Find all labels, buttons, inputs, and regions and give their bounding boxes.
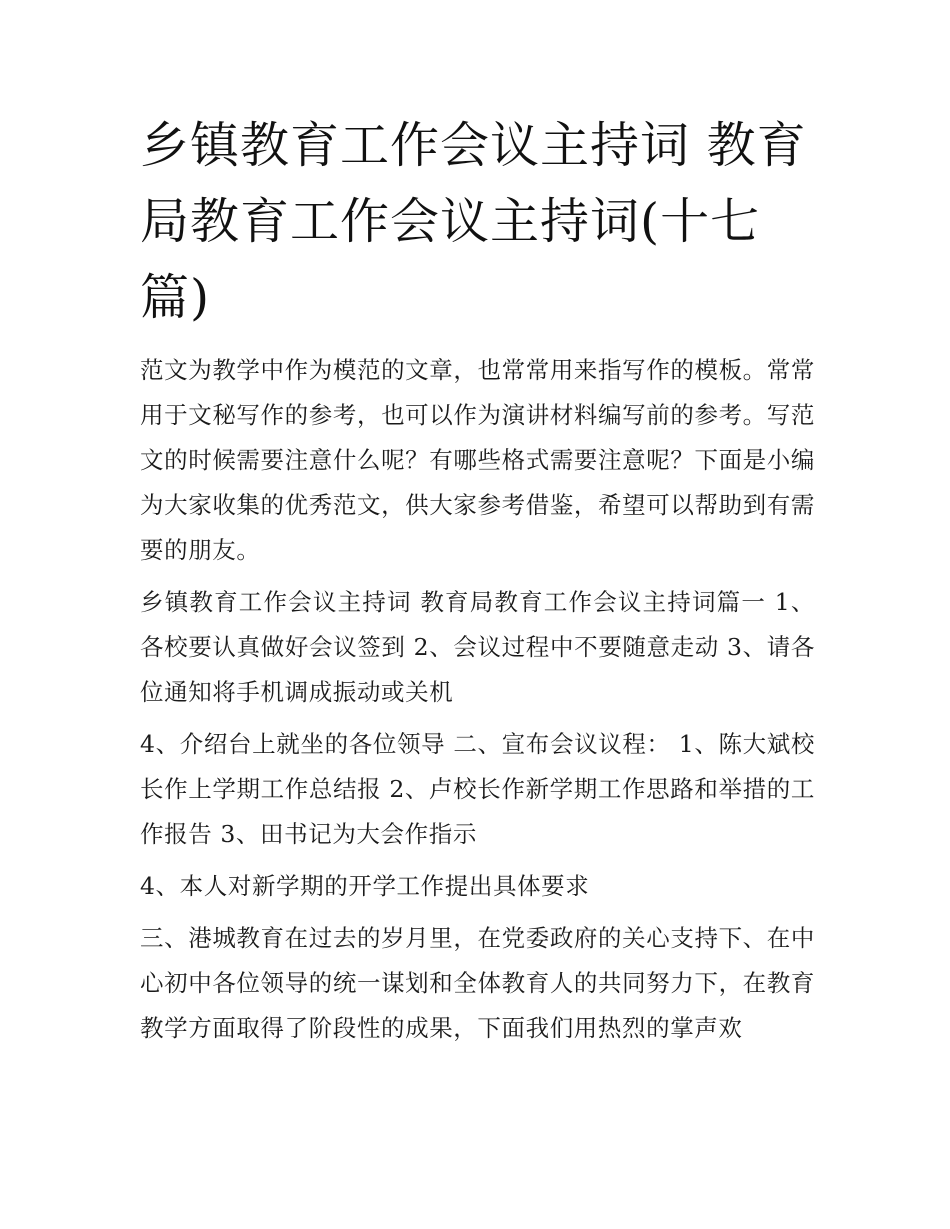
paragraph-achievements: 三、港城教育在过去的岁月里，在党委政府的关心支持下、在中心初中各位领导的统一谋划和全体教育人的共同努力下，在教育教学方面取得了阶段性的成果，下面我们用热烈的掌声欢 <box>140 924 815 1042</box>
document-body <box>140 108 815 1058</box>
document-title: 乡镇教育工作会议主持词 教育局教育工作会议主持词(十七篇) <box>140 117 807 326</box>
paragraph-agenda: 4、介绍台上就坐的各位领导 二、宣布会议议程： 1、陈大斌校长作上学期工作总结报 2、卢校长作新学期工作思路和举措的工作报告 3、田书记为大会作指示 <box>140 730 815 848</box>
paragraph-requirements: 4、本人对新学期的开学工作提出具体要求 <box>140 872 590 900</box>
intro-paragraph: 范文为教学中作为模范的文章，也常常用来指写作的模板。常常用于文秘写作的参考，也可以作为演讲材料编写前的参考。写范文的时候需要注意什么呢？有哪些格式需要注意呢？下面是小编为大家收集的优秀范文，供大家参考借鉴，希望可以帮助到有需要的朋友。 <box>140 356 815 564</box>
paragraph-part-one: 乡镇教育工作会议主持词 教育局教育工作会议主持词篇一 1、各校要认真做好会议签到 2、会议过程中不要随意走动 3、请各位通知将手机调成振动或关机 <box>140 588 815 706</box>
